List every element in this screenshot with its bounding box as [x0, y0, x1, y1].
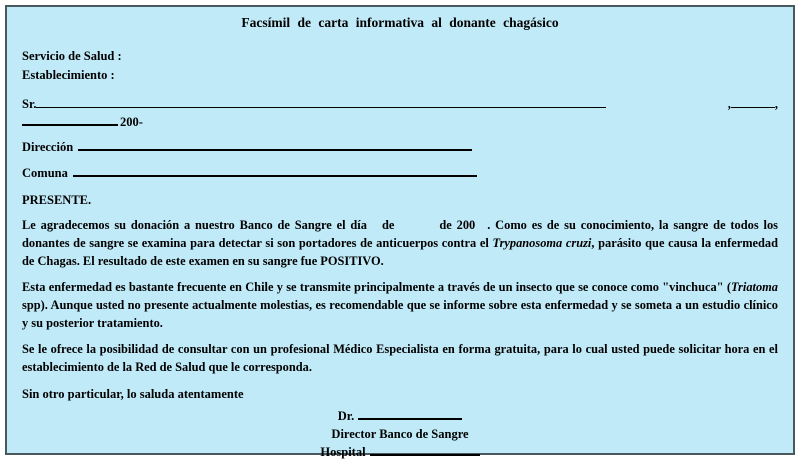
city-blank-line	[731, 96, 775, 108]
p1-text-b: de	[381, 218, 395, 232]
commune-row	[22, 164, 778, 181]
address-blank-line	[78, 138, 472, 151]
doctor-line	[22, 407, 778, 426]
signature-block	[22, 407, 778, 462]
doctor-label: Dr.	[337, 409, 355, 423]
name-blank-line	[36, 96, 606, 108]
document-title: Facsímil de carta informativa al donante chagásico	[241, 15, 559, 30]
city-date-blank-group	[728, 96, 778, 112]
commune-blank-line	[73, 164, 477, 177]
date-blank-line	[22, 113, 118, 126]
year-prefix: 200-	[120, 115, 143, 129]
director-title: Director Banco de Sangre	[331, 426, 469, 441]
paragraph-consultation-offer: Se le ofrece la posibilidad de consultar con un profesional Médico Especialista en forma gratuita, para lo cual usted puede solicitar hora en el establecimiento de la Red de Salud que le corresponda.	[22, 342, 778, 374]
address-label: Dirección	[22, 140, 74, 154]
salutation-row	[22, 96, 778, 112]
month-blank-gap	[394, 228, 439, 229]
letter-document	[5, 5, 795, 459]
p2-text-a: Esta enfermedad es bastante frecuente en Chile y se transmite principalmente a través de un insecto que se conoce como "vinchuca" (	[22, 280, 731, 294]
p2-italic-triatoma: Triatoma	[730, 280, 778, 294]
salutation-label: Sr.	[22, 97, 37, 111]
p1-text-c: de 200	[439, 218, 476, 232]
doctor-blank-line	[358, 407, 462, 420]
comma-left: ,	[727, 97, 731, 111]
year-blank-gap	[475, 228, 487, 229]
hospital-label: Hospital	[320, 445, 366, 459]
establishment-label: Establecimiento :	[22, 68, 115, 82]
present-heading: PRESENTE.	[22, 193, 92, 207]
hospital-line	[22, 443, 778, 462]
day-blank-gap	[367, 228, 382, 229]
paragraph-donation-result	[22, 216, 778, 270]
closing-line: Sin otro particular, lo saluda atentamente	[22, 387, 244, 401]
p1-italic-trypanosoma: Trypanosoma cruzi	[492, 236, 592, 250]
paragraph-disease-info	[22, 278, 778, 332]
p2-text-b: spp). Aunque usted no presente actualmente molestias, es recomendable que se informe sobre esta enfermedad y se someta a un estudio clínico y su posterior tratamiento.	[22, 298, 778, 330]
service-label: Servicio de Salud :	[22, 49, 122, 63]
date-row	[22, 113, 778, 130]
commune-label: Comuna	[22, 166, 68, 180]
hospital-blank-line	[370, 443, 480, 456]
p1-text-e: , parásito que causa la enfermedad de Chagas. El resultado de este examen en su sangre fue POSITIVO.	[22, 236, 778, 268]
p1-text-d: . Como es de su conocimiento, la sangre de todos los donantes de sangre se examina para detectar si son portadores de anticuerpos contra el	[22, 218, 778, 250]
p1-text-a: Le agradecemos su donación a nuestro Banco de Sangre el día	[22, 218, 367, 232]
address-row	[22, 138, 778, 155]
comma-right: ,	[774, 97, 778, 111]
